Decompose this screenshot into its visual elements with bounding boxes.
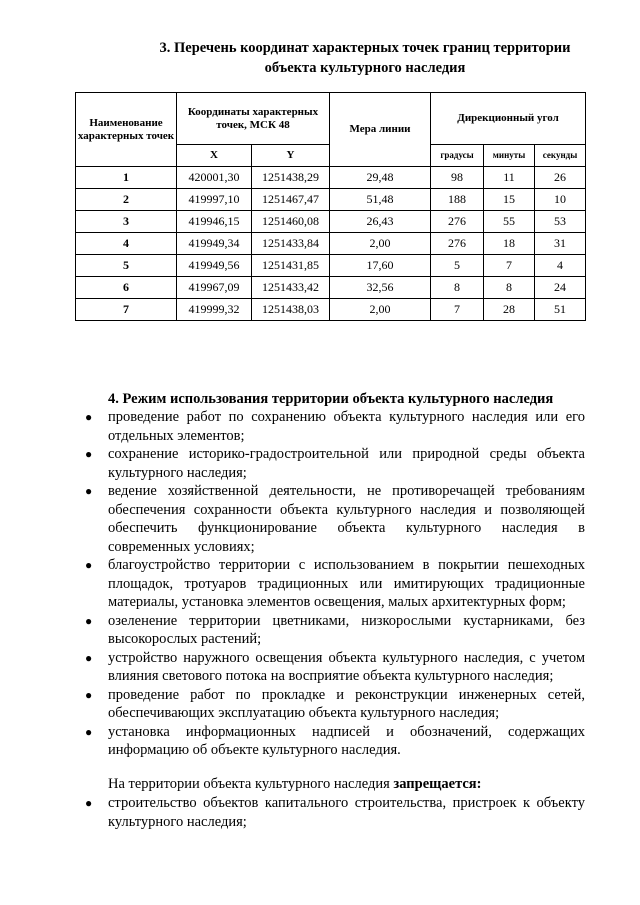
table-row (76, 255, 586, 277)
x-coordinate-cell: 419997,10 (177, 189, 252, 211)
seconds-cell: 51 (535, 299, 586, 321)
x-coordinate-cell: 420001,30 (177, 167, 252, 189)
list-item (83, 408, 585, 445)
header-seconds: секунды (535, 145, 586, 167)
table-row (76, 167, 586, 189)
seconds-cell: 31 (535, 233, 586, 255)
forbidden-use-list (83, 794, 585, 831)
list-item (83, 723, 585, 760)
degrees-cell: 276 (431, 211, 484, 233)
line-length-cell: 26,43 (330, 211, 431, 233)
y-coordinate-cell: 1251467,47 (252, 189, 330, 211)
seconds-cell: 26 (535, 167, 586, 189)
header-direction-angle: Дирекционный угол (431, 93, 586, 145)
list-item (83, 482, 585, 556)
list-item-text: строительство объектов капитального строительства, пристроек к объекту культурного наследия; (108, 795, 585, 830)
list-item-text: установка информационных надписей и обозначений, содержащих информацию об объекте культурного наследия. (108, 723, 585, 758)
bullet-icon: ● (85, 613, 93, 628)
x-coordinate-cell: 419946,15 (177, 211, 252, 233)
line-length-cell: 32,56 (330, 277, 431, 299)
bullet-icon: ● (85, 650, 93, 665)
header-line-measure: Мера линии (330, 93, 431, 167)
y-coordinate-cell: 1251433,42 (252, 277, 330, 299)
section-3-title-line2: объекта культурного наследия (264, 60, 466, 76)
list-item (83, 686, 585, 723)
list-item-text: ведение хозяйственной деятельности, не противоречащей требованиям обеспечения сохранности объекта культурного наследия и позволяющей обеспечить функционирование объекта культурного наследия в современных условиях; (108, 483, 585, 555)
list-item (83, 612, 585, 649)
forbidden-intro-text: На территории объекта культурного наследия (108, 776, 390, 792)
y-coordinate-cell: 1251438,03 (252, 299, 330, 321)
table-row (76, 211, 586, 233)
point-number-cell: 7 (76, 299, 177, 321)
list-item-text: устройство наружного освещения объекта культурного наследия, с учетом влияния светового потока на восприятие объекта культурного наследия; (108, 649, 585, 684)
header-y: Y (252, 145, 330, 167)
list-item-text: проведение работ по прокладке и реконструкции инженерных сетей, обеспечивающих эксплуатацию объекта культурного наследия; (108, 686, 585, 721)
line-length-cell: 17,60 (330, 255, 431, 277)
bullet-icon: ● (85, 558, 93, 572)
point-number-cell: 1 (76, 167, 177, 189)
x-coordinate-cell: 419999,32 (177, 299, 252, 321)
bullet-icon: ● (85, 484, 93, 498)
table-row (76, 277, 586, 299)
point-number-cell: 2 (76, 189, 177, 211)
bullet-icon: ● (85, 410, 93, 424)
section-3-heading (120, 38, 610, 78)
bullet-icon: ● (85, 796, 93, 810)
list-item-text: проведение работ по сохранению объекта культурного наследия или его отдельных элементов; (108, 409, 585, 444)
seconds-cell: 53 (535, 211, 586, 233)
header-degrees: градусы (431, 145, 484, 167)
list-item (83, 445, 585, 482)
table-row (76, 233, 586, 255)
list-item (83, 649, 585, 686)
header-x: X (177, 145, 252, 167)
point-number-cell: 6 (76, 277, 177, 299)
minutes-cell: 11 (484, 167, 535, 189)
line-length-cell: 2,00 (330, 299, 431, 321)
permitted-use-list (83, 408, 585, 760)
line-length-cell: 29,48 (330, 167, 431, 189)
minutes-cell: 15 (484, 189, 535, 211)
header-minutes: минуты (484, 145, 535, 167)
minutes-cell: 55 (484, 211, 535, 233)
point-number-cell: 5 (76, 255, 177, 277)
bullet-icon: ● (85, 724, 93, 739)
list-item-text: благоустройство территории с использованием в покрытии пешеходных площадок, тротуаров традиционных или имитирующих традиционные материалы, установка элементов освещения, малых архитектурных форм; (108, 557, 585, 610)
x-coordinate-cell: 419949,56 (177, 255, 252, 277)
coordinates-table (75, 92, 586, 321)
bullet-icon: ● (85, 687, 93, 702)
y-coordinate-cell: 1251460,08 (252, 211, 330, 233)
seconds-cell: 4 (535, 255, 586, 277)
list-item (83, 794, 585, 831)
minutes-cell: 28 (484, 299, 535, 321)
x-coordinate-cell: 419967,09 (177, 277, 252, 299)
minutes-cell: 7 (484, 255, 535, 277)
minutes-cell: 8 (484, 277, 535, 299)
point-number-cell: 4 (76, 233, 177, 255)
minutes-cell: 18 (484, 233, 535, 255)
degrees-cell: 276 (431, 233, 484, 255)
degrees-cell: 98 (431, 167, 484, 189)
table-row (76, 189, 586, 211)
section-3-title-line1: 3. Перечень координат характерных точек границ территории (159, 40, 571, 56)
header-point-name: Наименование характерных точек (76, 93, 177, 167)
forbidden-intro (108, 775, 481, 794)
header-coordinates: Координаты характерных точек, МСК 48 (177, 93, 330, 145)
degrees-cell: 188 (431, 189, 484, 211)
y-coordinate-cell: 1251433,84 (252, 233, 330, 255)
point-number-cell: 3 (76, 211, 177, 233)
y-coordinate-cell: 1251431,85 (252, 255, 330, 277)
degrees-cell: 8 (431, 277, 484, 299)
forbidden-keyword: запрещается: (393, 776, 482, 792)
table-row (76, 299, 586, 321)
section-4-heading: 4. Режим использования территории объекта культурного наследия (108, 391, 554, 407)
line-length-cell: 2,00 (330, 233, 431, 255)
degrees-cell: 5 (431, 255, 484, 277)
bullet-icon: ● (85, 447, 93, 461)
list-item (83, 556, 585, 612)
x-coordinate-cell: 419949,34 (177, 233, 252, 255)
y-coordinate-cell: 1251438,29 (252, 167, 330, 189)
list-item-text: озеленение территории цветниками, низкорослыми кустарниками, без высокорослых растений; (108, 612, 585, 647)
list-item-text: сохранение историко-градостроительной или природной среды объекта культурного наследия; (108, 446, 585, 481)
seconds-cell: 24 (535, 277, 586, 299)
line-length-cell: 51,48 (330, 189, 431, 211)
seconds-cell: 10 (535, 189, 586, 211)
degrees-cell: 7 (431, 299, 484, 321)
